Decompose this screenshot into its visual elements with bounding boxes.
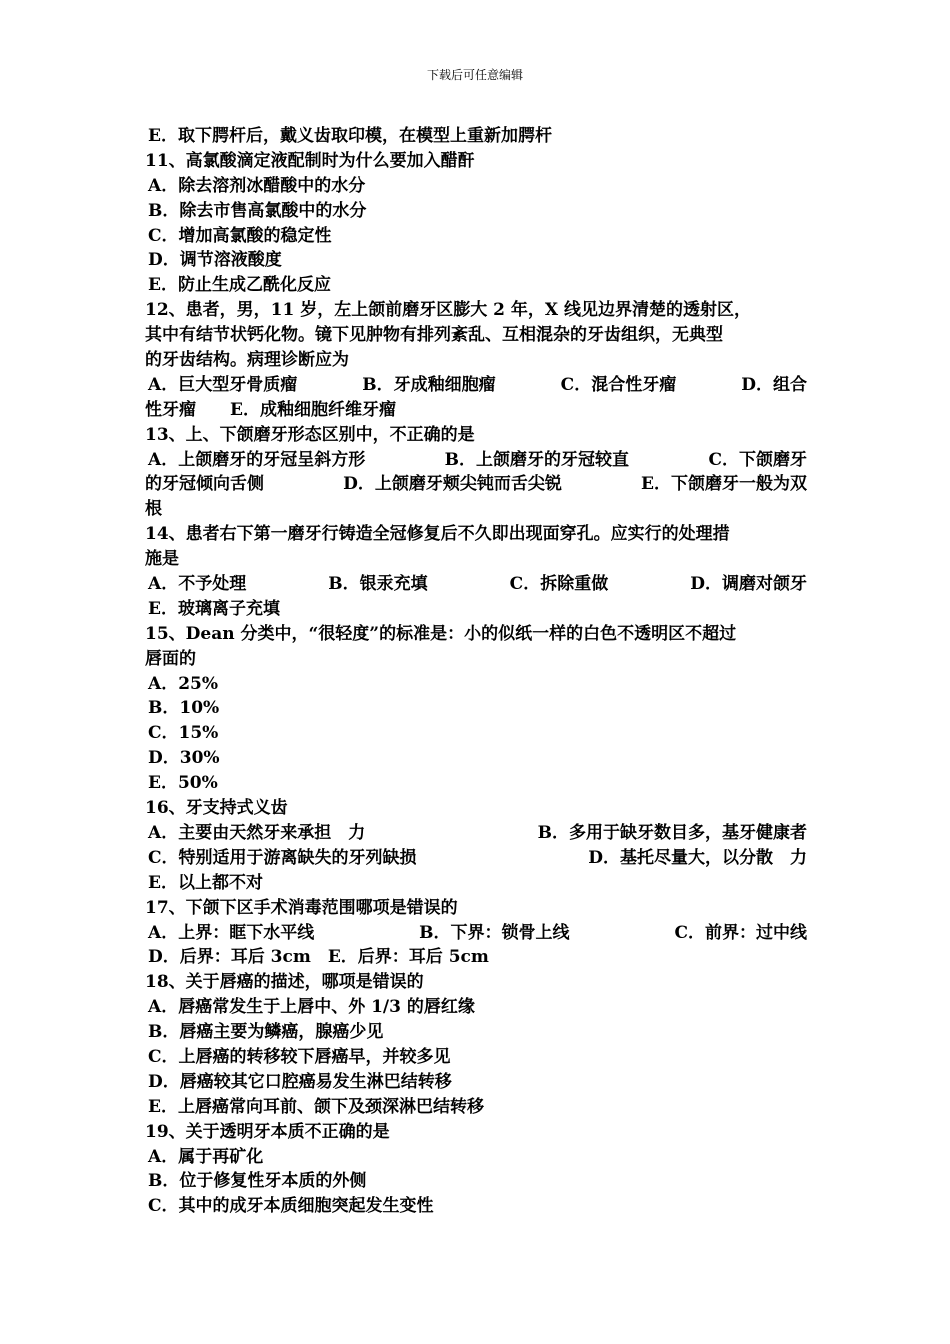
option-text: E．防止生成乙酰化反应 [148, 275, 331, 296]
option-text: A．除去溶剂冰醋酸中的水分 [148, 175, 366, 196]
option-text: B．上颌磨牙的牙冠较直 [444, 449, 630, 470]
option-text: C．增加高氯酸的稳定性 [148, 225, 332, 246]
option-text: A．不予处理 [148, 574, 247, 595]
option-text: B．牙成釉细胞瘤 [362, 374, 496, 395]
text-line: 根 [145, 499, 162, 520]
option-text: E．50% [148, 773, 218, 794]
option-text: C．上唇癌的转移较下唇癌早，并较多见 [148, 1046, 451, 1067]
option-text: B．下界：锁骨上线 [419, 922, 570, 943]
question-text: 12、患者，男，11 岁，左上颌前磨牙区膨大 2 年，X 线见边界清楚的透射区， [145, 300, 752, 321]
question-text: 11、高氯酸滴定液配制时为什么要加入醋酐 [145, 150, 475, 171]
question-text: 19、关于透明牙本质不正确的是 [145, 1121, 390, 1142]
option-text: B．位于修复性牙本质的外侧 [148, 1171, 367, 1192]
option-row [145, 448, 807, 473]
option-text: D．唇癌较其它口腔癌易发生淋巴结转移 [148, 1071, 452, 1092]
option-text: E．以上都不对 [148, 872, 263, 893]
question-text: 17、下颌下区手术消毒范围哪项是错误的 [145, 897, 458, 918]
option-text: C．其中的成牙本质细胞突起发生变性 [148, 1196, 434, 1217]
text-line: 施是 [145, 549, 179, 570]
option-text: C．前界：过中线 [674, 922, 807, 943]
option-text: D．30% [148, 748, 220, 769]
option-row [145, 846, 807, 871]
option-row [145, 472, 807, 497]
option-text: B．唇癌主要为鳞癌，腺癌少见 [148, 1022, 384, 1043]
option-text: B．多用于缺牙数目多，基牙健康者 [537, 822, 807, 843]
option-text: A．巨大型牙骨质瘤 [148, 374, 298, 395]
question-text: 15、Dean 分类中，“很轻度”的标准是：小的似纸一样的白色不透明区不超过 [145, 623, 737, 644]
question-text: 13、上、下颌磨牙形态区别中，不正确的是 [145, 424, 475, 445]
page-header: 下载后可任意编辑 [426, 68, 523, 82]
question-text: 16、牙支持式义齿 [145, 798, 288, 819]
option-text: A．唇癌常发生于上唇中、外 1/3 的唇红缘 [148, 997, 475, 1018]
option-text: E．下颌磨牙一般为双 [641, 474, 807, 495]
option-text: A．25% [148, 673, 219, 694]
option-text: B．10% [148, 698, 220, 719]
option-text: E．玻璃离子充填 [148, 598, 280, 619]
option-text: D．组合 [741, 374, 807, 395]
question-text: 14、患者右下第一磨牙行铸造全冠修复后不久即出现面穿孔。应实行的处理措 [145, 524, 730, 545]
option-text: D．上颌磨牙颊尖钝而舌尖锐 [343, 474, 562, 495]
text-line: 其中有结节状钙化物。镜下见肿物有排列紊乱、互相混杂的牙齿组织，无典型 [145, 325, 723, 346]
text-line: 的牙齿结构。病理诊断应为 [145, 350, 349, 371]
option-text: D．后界：耳后 3cm E．后界：耳后 5cm [148, 947, 489, 968]
option-text: C．拆除重做 [509, 574, 609, 595]
option-text: B．银汞充填 [328, 574, 428, 595]
question-text: 18、关于唇癌的描述，哪项是错误的 [145, 972, 424, 993]
text-line: 唇面的 [145, 648, 196, 669]
option-text: A．上颌磨牙的牙冠呈斜方形 [148, 449, 366, 470]
option-text: C．下颌磨牙 [708, 449, 807, 470]
document-body [145, 124, 807, 1219]
option-text: D．调节溶液酸度 [148, 250, 282, 271]
option-text: A．主要由天然牙来承担 力 [148, 822, 366, 843]
option-text: E．上唇癌常向耳前、颌下及颈深淋巴结转移 [148, 1096, 484, 1117]
text-line: 性牙瘤 E．成釉细胞纤维牙瘤 [145, 399, 396, 420]
option-row [145, 373, 807, 398]
option-row [145, 921, 807, 946]
option-text: C．特别适用于游离缺失的牙列缺损 [148, 847, 417, 868]
option-text: C．混合性牙瘤 [560, 374, 677, 395]
option-text: B．除去市售高氯酸中的水分 [148, 200, 367, 221]
option-text: 的牙冠倾向舌侧 [145, 474, 264, 495]
option-text: A．上界：眶下水平线 [148, 922, 315, 943]
option-row [145, 821, 807, 846]
option-text: D．调磨对颌牙 [690, 574, 807, 595]
option-text: D．基托尽量大，以分散 力 [588, 847, 807, 868]
option-row [145, 572, 807, 597]
option-text: E．取下腭杆后，戴义齿取印模，在模型上重新加腭杆 [148, 126, 552, 146]
option-text: A．属于再矿化 [148, 1146, 264, 1167]
option-text: C．15% [148, 723, 219, 744]
